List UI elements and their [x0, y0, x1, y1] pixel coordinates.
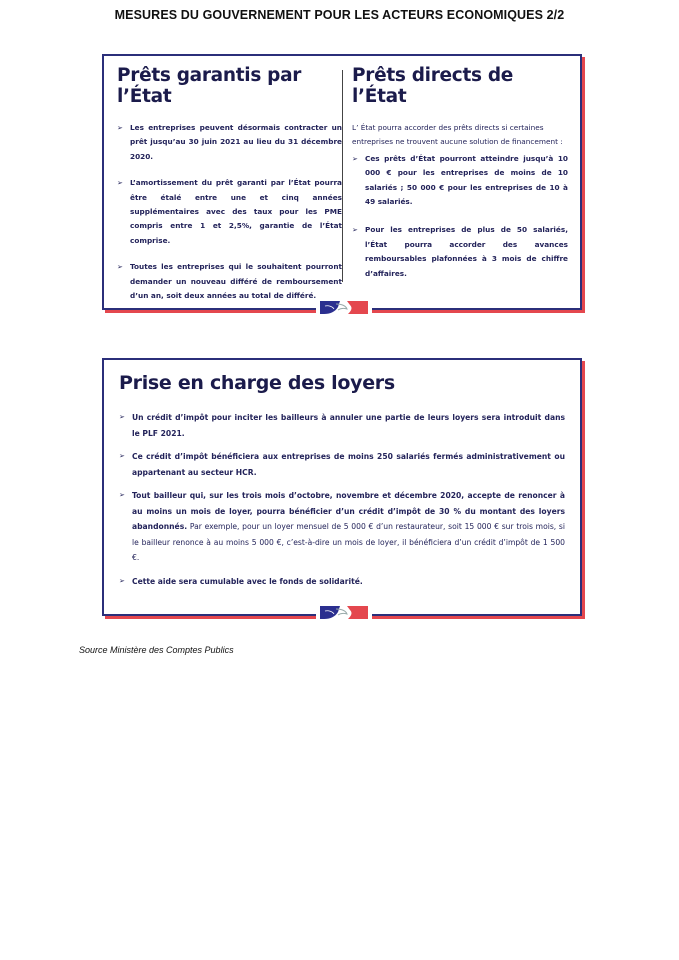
arrow-bullet-icon: ➢ [119, 413, 125, 421]
rent-support-list [119, 410, 565, 597]
list-item-text: L’amortissement du prêt garanti par l’État pourra être étalé entre une et cinq années supplémentaires avec des taux pour les PME compris entre 1 et 2,5%, garantie de l’État comprise. [130, 178, 342, 245]
arrow-bullet-icon: ➢ [117, 179, 123, 188]
source-caption: Source Ministère des Comptes Publics [79, 645, 234, 655]
list-item-text: Toutes les entreprises qui le souhaitent pourront demander un nouveau différé de remboursement d’un an, soit deux années au total de différé. [130, 262, 342, 301]
list-item [117, 176, 342, 248]
direct-state-loans-column [352, 56, 568, 295]
direct-state-loans-heading: Prêts directs de l’État [352, 65, 514, 107]
arrow-bullet-icon: ➢ [119, 491, 125, 499]
list-item-text: Ces prêts d’État pourront atteindre jusqu’à 10 000 € pour les entreprises de moins de 10 salariés ; 50 000 € pour les entreprises de 10 à 49 salariés. [365, 153, 568, 207]
marianne-logo-icon [316, 603, 372, 621]
marianne-logo-icon [316, 298, 372, 316]
list-item [119, 574, 565, 590]
arrow-bullet-icon: ➢ [119, 452, 125, 460]
direct-loans-intro: L’ État pourra accorder des prêts directs si certaines entreprises ne trouvent aucune solution de financement : [352, 123, 563, 147]
arrow-bullet-icon: ➢ [117, 124, 123, 132]
list-item [119, 410, 565, 441]
list-item-text: Pour les entreprises de plus de 50 salariés, l’État pourra accorder des avances remboursables plafonnées à 3 mois de chiffre d’affaires. [365, 225, 568, 278]
arrow-bullet-icon: ➢ [119, 576, 125, 585]
page-title: MESURES DU GOUVERNEMENT POUR LES ACTEURS ECONOMIQUES 2/2 [114, 8, 565, 22]
list-item [352, 152, 568, 210]
rent-support-heading: Prise en charge des loyers [119, 372, 395, 394]
state-guaranteed-loans-heading: Prêts garantis par l’État [117, 65, 302, 107]
list-item [119, 449, 565, 480]
state-guaranteed-loans-column [117, 56, 342, 315]
arrow-bullet-icon: ➢ [352, 154, 358, 163]
list-item [117, 121, 342, 164]
list-item [119, 488, 565, 566]
list-item-text: Cette aide sera cumulable avec le fonds de solidarité. [132, 576, 363, 586]
rent-support-panel [102, 358, 582, 616]
list-item-example-text: Par exemple, pour un loyer mensuel de 5 000 € d’un restaurateur, soit 15 000 € sur trois mois, si le bailleur renonce à au moins 5 000 €, c’est-à-dire un mois de loyer, il bénéficiera d’un crédit d’impôt de 1 500 €. [132, 522, 565, 562]
direct-state-loans-list [352, 152, 568, 281]
list-item-text: Ce crédit d’impôt bénéficiera aux entreprises de moins 250 salariés fermés administrativement ou appartenant au secteur HCR. [132, 452, 565, 477]
list-item [352, 223, 568, 281]
arrow-bullet-icon: ➢ [117, 263, 123, 272]
arrow-bullet-icon: ➢ [352, 226, 358, 235]
list-item-text: Un crédit d’impôt pour inciter les bailleurs à annuler une partie de leurs loyers sera introduit dans le PLF 2021. [132, 413, 565, 438]
state-guaranteed-loans-list [117, 121, 342, 303]
list-item [117, 260, 342, 303]
column-divider [342, 70, 343, 282]
list-item-bold-text: Tout bailleur qui, sur les trois mois d’octobre, novembre et décembre 2020, accepte de renoncer à au moins un mois de loyer, pourra bénéficier d’un crédit d’impôt de 30 % du montant des loyers abandonnés. [132, 491, 565, 531]
list-item-text: Les entreprises peuvent désormais contracter un prêt jusqu’au 30 juin 2021 au lieu du 31 décembre 2020. [130, 123, 342, 161]
loans-panel [102, 54, 582, 310]
